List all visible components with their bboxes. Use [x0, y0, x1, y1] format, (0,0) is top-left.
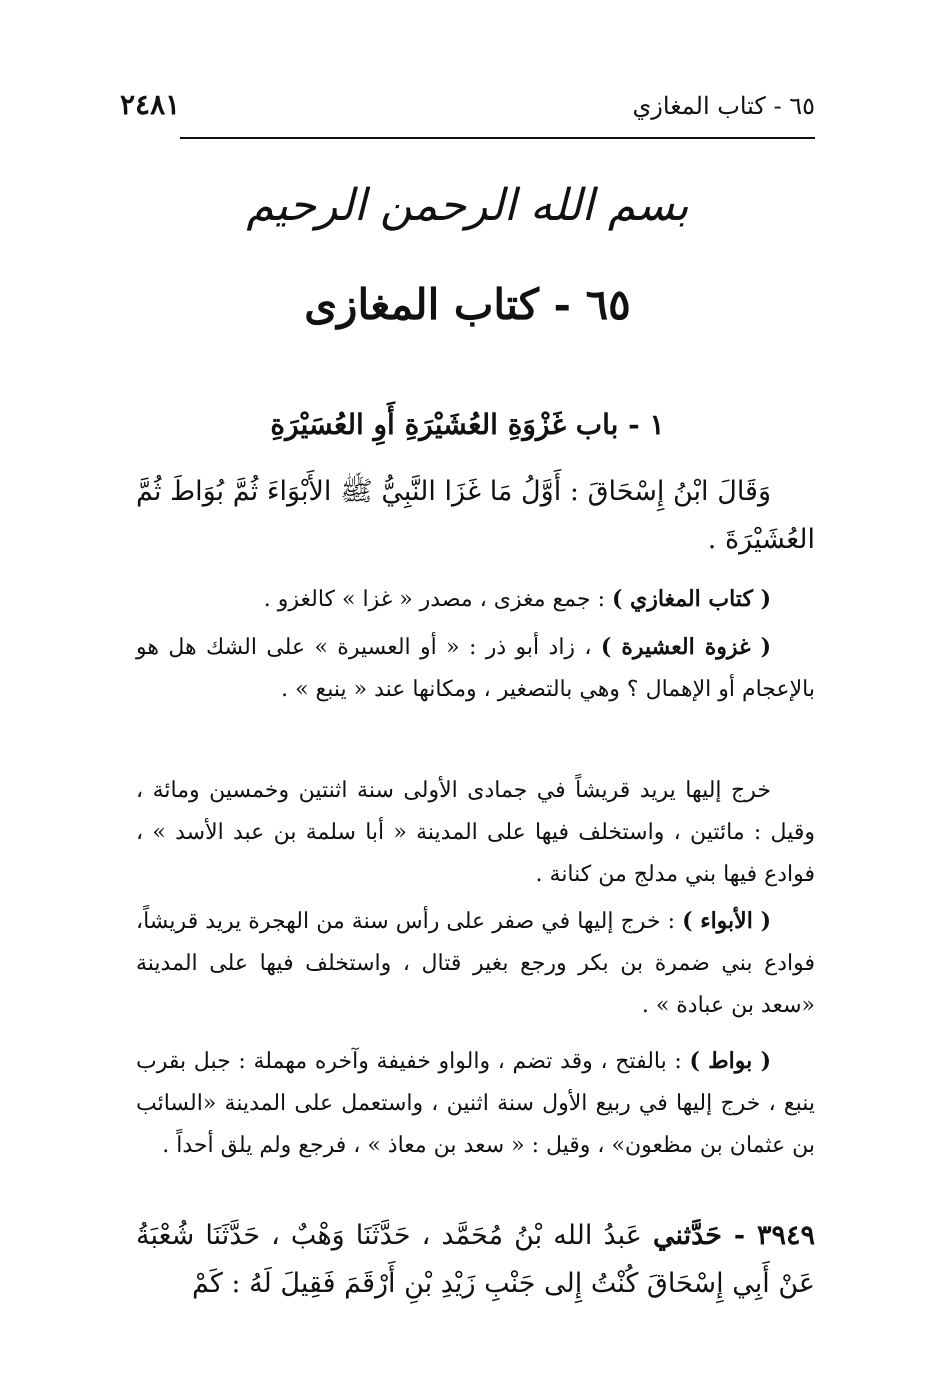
intro-text: وَقَالَ ابْنُ إِسْحَاقَ : أَوَّلُ مَا غَزَا النَّبِيُّ ﷺ الأَبْوَاءَ ثُمَّ بُوَاطَ ثُمَّ العُشَيْرَةَ .: [136, 476, 815, 555]
note-term: ( كتاب المغازي ): [611, 586, 771, 612]
header-divider: [180, 137, 815, 139]
chapter-heading: ١ - باب غَزْوَةِ العُشَيْرَةِ أَوِ العُسَيْرَةِ: [270, 408, 665, 441]
header-chapter: ٦٥ - كتاب المغازي: [632, 92, 815, 120]
page-number: ٢٤٨١: [120, 88, 181, 121]
note-term: ( غزوة العشيرة ): [600, 634, 771, 660]
running-header: [120, 88, 815, 128]
intro-paragraph: [136, 468, 815, 564]
note-text: ، زاد أبو ذر : « أو العسيرة » على الشك هل هو بالإعجام أو الإهمال ؟ وهي بالتصغير ، ومكانها عند « ينبع » .: [136, 635, 815, 702]
commentary-buwat: [136, 1040, 815, 1167]
commentary-ushayra: [136, 770, 815, 896]
hadith-3949: [136, 1212, 815, 1308]
hadith-paragraph: [136, 1212, 815, 1308]
commentary-paragraph: [136, 1040, 815, 1167]
note-text: : جمع مغزى ، مصدر « غزا » كالغزو .: [263, 587, 612, 612]
note-kitab-al-maghazi: [136, 578, 815, 621]
commentary-text: : بالفتح ، وقد تضم ، والواو خفيفة وآخره مهملة : جبل بقرب ينبع ، خرج إليها في ربيع الأول سنة اثنين ، واستعمل على المدينة «السائب بن عثمان بن مظعون» ، وقيل : « سعد بن معاذ » ، فرجع ولم يلق أحداً .: [136, 1049, 815, 1158]
commentary-term: ( بواط ): [689, 1048, 771, 1074]
note-paragraph: [136, 626, 815, 711]
commentary-text: : خرج إليها في صفر على رأس سنة من الهجرة يريد قريشاً، فوادع بني ضمرة بن بكر ورجع بغير قتال ، واستخلف فيها على المدينة «سعد بن عبادة » .: [136, 909, 815, 1018]
commentary-abwa: [136, 900, 815, 1027]
hadith-number: ٣٩٤٩ - حَدَّثني: [652, 1220, 815, 1251]
commentary-term: ( الأبواء ): [682, 908, 771, 934]
commentary-paragraph: [136, 900, 815, 1027]
commentary-text: خرج إليها يريد قريشاً في جمادى الأولى سنة اثنتين وخمسين ومائة ، وقيل : مائتين ، واستخلف فيها على المدينة « أبا سلمة بن عبد الأسد » ، فوادع فيها بني مدلج من كنانة .: [136, 778, 815, 887]
note-paragraph: [136, 578, 815, 621]
basmala: بسم الله الرحمن الرحيم: [246, 180, 689, 231]
hadith-text: عَبدُ الله بْنُ مُحَمَّد ، حَدَّثَنَا وَهْبٌ ، حَدَّثَنَا شُعْبَةُ عَنْ أَبِي إِسْحَاقَ كُنْتُ إِلى جَنْبِ زَيْدِ بْنِ أَرْقَمَ فَقِيلَ لَهُ : كَمْ: [136, 1220, 815, 1299]
note-ghazwat-al-ushayra: [136, 626, 815, 711]
book-title: ٦٥ - كتاب المغازى: [304, 280, 631, 329]
